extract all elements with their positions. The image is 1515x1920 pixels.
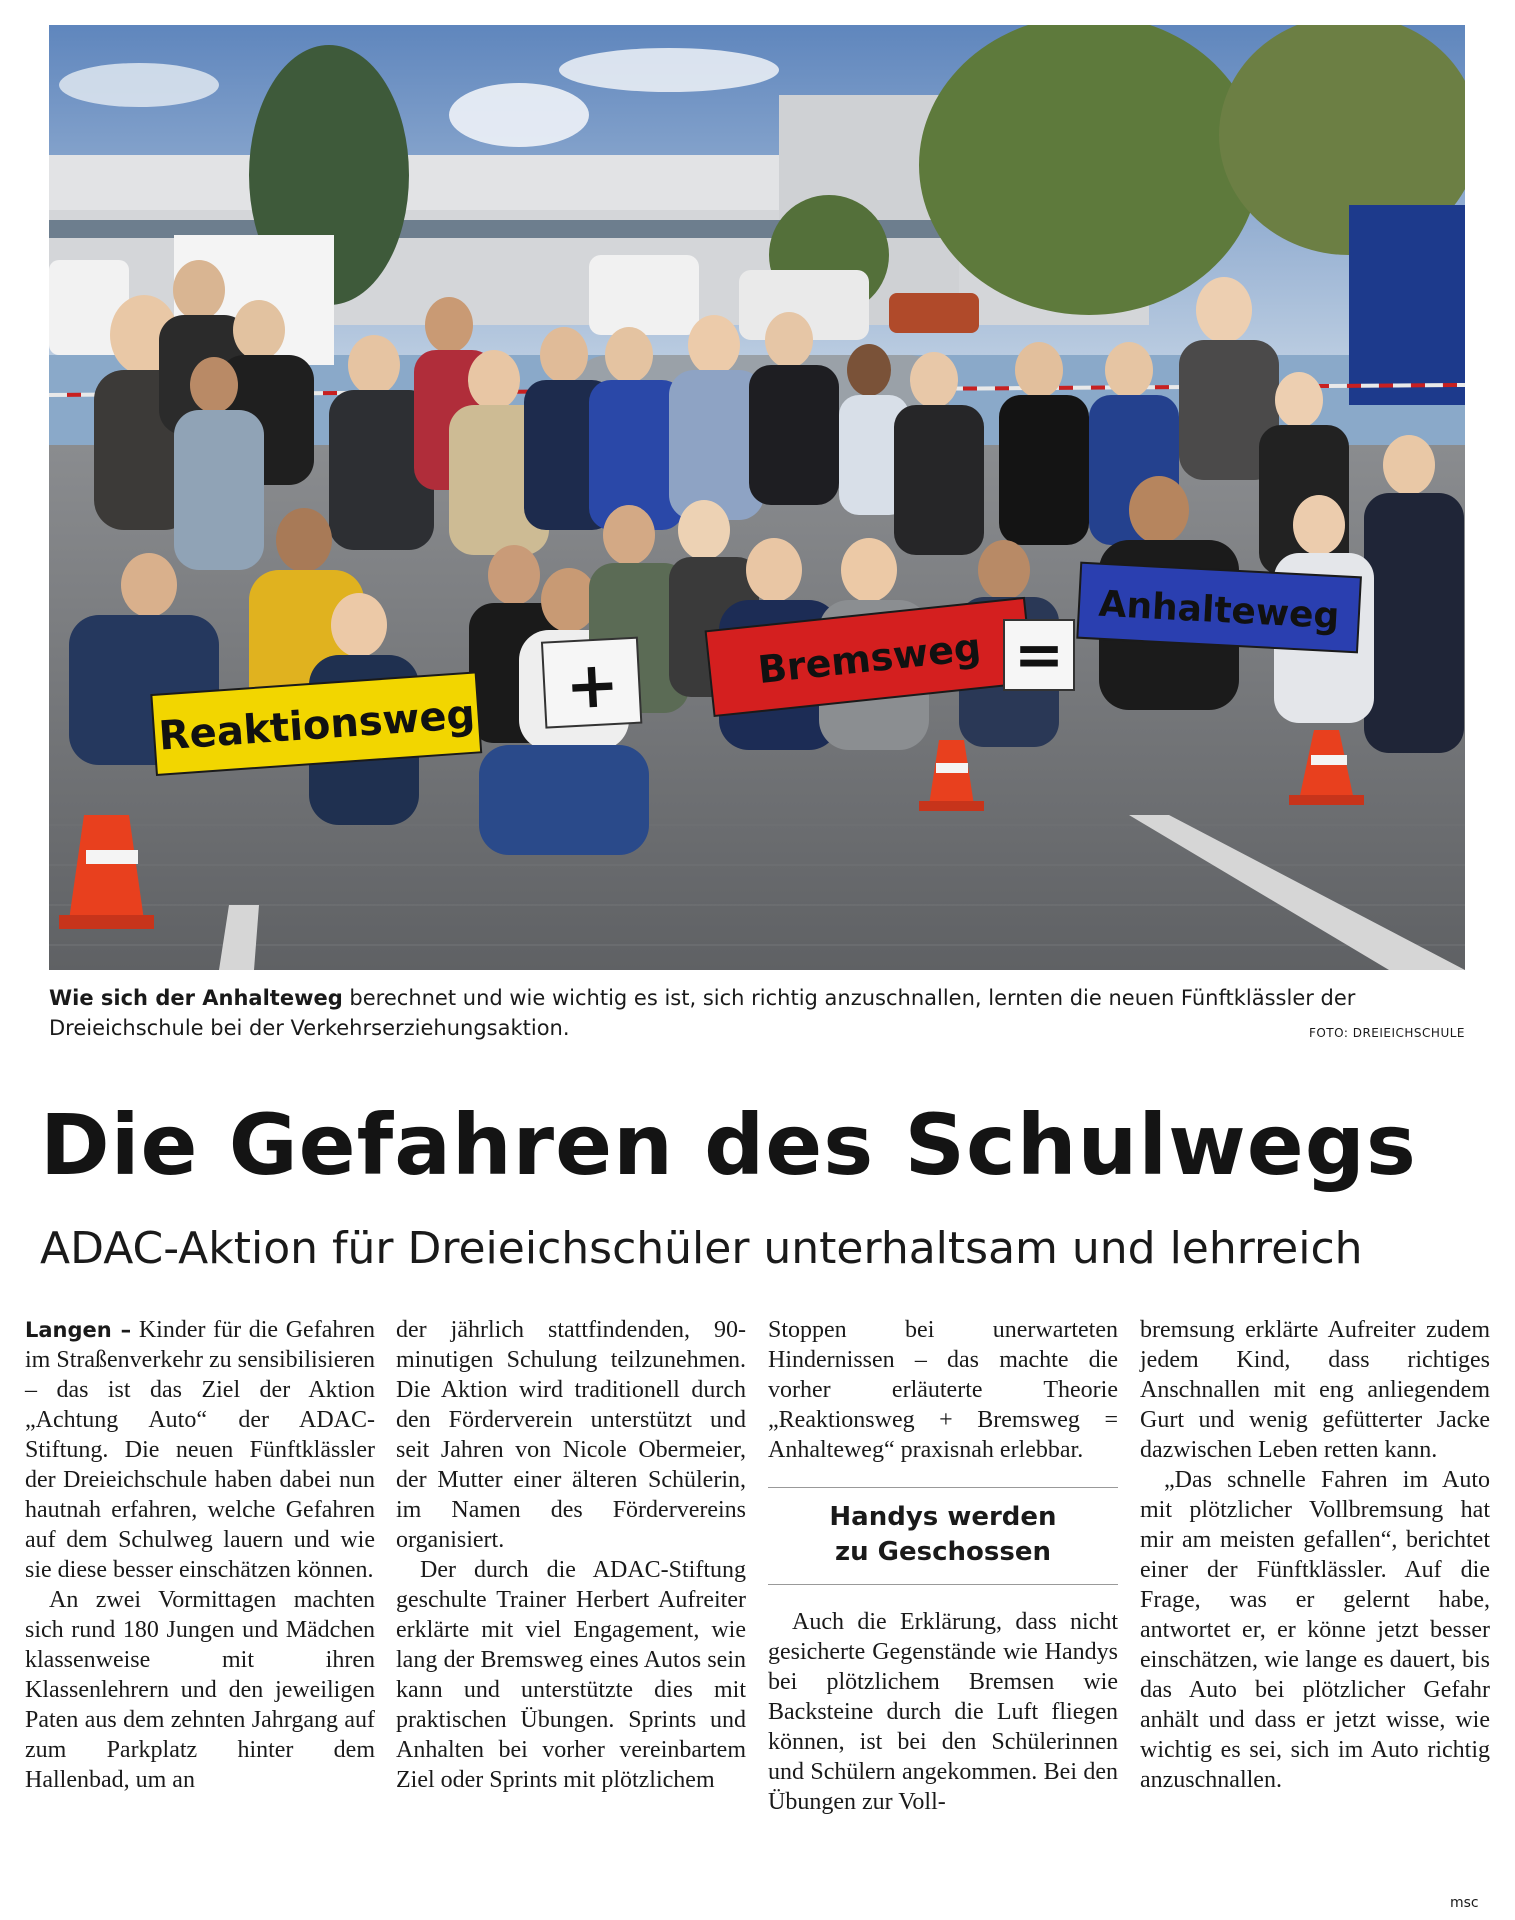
svg-text:Reaktionsweg: Reaktionsweg	[157, 691, 477, 760]
svg-text:=: =	[1013, 620, 1065, 690]
intertitle-line-2: zu Geschossen	[834, 1537, 1052, 1567]
intertitle	[768, 1487, 1118, 1585]
svg-text:+: +	[563, 647, 622, 725]
dateline: Langen –	[25, 1318, 132, 1342]
author-signature: msc	[1450, 1895, 1479, 1911]
paragraph: der jährlich stattfindenden, 90-minutigen Schulung teilzunehmen. Die Aktion wird traditionell durch den Förderverein unterstützt und seit Jahren von Nicole Obermeier, der Mutter einer älteren Schülerin, im Namen des Fördervereins organisiert.	[396, 1317, 746, 1553]
svg-text:Anhalteweg: Anhalteweg	[1097, 583, 1341, 638]
group-photo-illustration	[49, 25, 1465, 970]
headline: Die Gefahren des Schulwegs	[40, 1096, 1417, 1194]
intertitle-line-1: Handys werden	[829, 1502, 1057, 1532]
article-column-3	[768, 1315, 1118, 1817]
paragraph: Der durch die ADAC-Stiftung geschulte Trainer Herbert Aufreiter erklärte mit viel Engagement, wie lang der Bremsweg eines Autos sein kann und unterstützte dies mit praktischen Übungen. Sprints und Anhalten bei vorher vereinbartem Ziel oder Sprints mit plötzlichem	[396, 1557, 746, 1793]
article-photo	[49, 25, 1465, 970]
paragraph: Stoppen bei unerwarteten Hindernissen – das machte die vorher erläuterte Theorie „Reaktionsweg + Bremsweg = Anhalteweg“ praxisnah erlebbar.	[768, 1317, 1118, 1463]
photo-credit: FOTO: DREIEICHSCHULE	[1308, 1026, 1465, 1040]
paragraph	[25, 1315, 375, 1585]
sign-plus	[542, 638, 641, 728]
paragraph: Auch die Erklärung, dass nicht gesicherte Gegenstände wie Handys bei plötzlichem Bremsen wie Backsteine durch die Luft fliegen können, ist bei den Schülerinnen und Schülern angekommen. Bei den Übungen zur Voll-	[768, 1609, 1118, 1815]
sign-equals	[1004, 620, 1074, 690]
paragraph: „Das schnelle Fahren im Auto mit plötzlicher Vollbremsung hat mir am meisten gefallen“, berichtet einer der Fünftklässler. Auf die Frage, was er gelernt habe, antwortet er, er könne jetzt besser einschätzen, wie lange es dauert, bis das Auto bei plötzlicher Gefahr anhält und dass er jetzt wisse, wie wichtig es sei, sich im Auto richtig anzuschnallen.	[1140, 1467, 1490, 1793]
photo-caption	[49, 983, 1465, 1043]
paragraph: An zwei Vormittagen machten sich rund 180 Jungen und Mädchen klassenweise mit ihren Klassenlehrern und den jeweiligen Paten aus dem zehnten Jahrgang auf zum Parkplatz hinter dem Hallenbad, um an	[25, 1587, 375, 1793]
article-column-4	[1140, 1315, 1490, 1795]
svg-text:Bremsweg: Bremsweg	[755, 624, 983, 693]
sign-anhalteweg	[1077, 563, 1361, 653]
caption-text: berechnet und wie wichtig es ist, sich richtig anzuschnallen, lernten die neuen Fünftklässler der Dreieichschule bei der Verkehrserziehungsaktion.	[49, 986, 1356, 1040]
article-column-1	[25, 1315, 375, 1795]
subheadline: ADAC-Aktion für Dreieichschüler unterhaltsam und lehrreich	[40, 1223, 1363, 1274]
paragraph: bremsung erklärte Aufreiter zudem jedem Kind, dass richtiges Anschnallen mit eng anliegendem Gurt und wenig gefütterter Jacke dazwischen Leben retten kann.	[1140, 1317, 1490, 1463]
paragraph-text: Kinder für die Gefahren im Straßenverkehr zu sensibilisieren – das ist das Ziel der Aktion „Achtung Auto“ der ADAC-Stiftung. Die neuen Fünftklässler der Dreieichschule haben dabei nun hautnah erfahren, welche Gefahren auf dem Schulweg lauern und wie sie diese besser einschätzen können.	[25, 1317, 375, 1583]
article-column-2	[396, 1315, 746, 1795]
caption-lead: Wie sich der Anhalteweg	[49, 986, 343, 1010]
